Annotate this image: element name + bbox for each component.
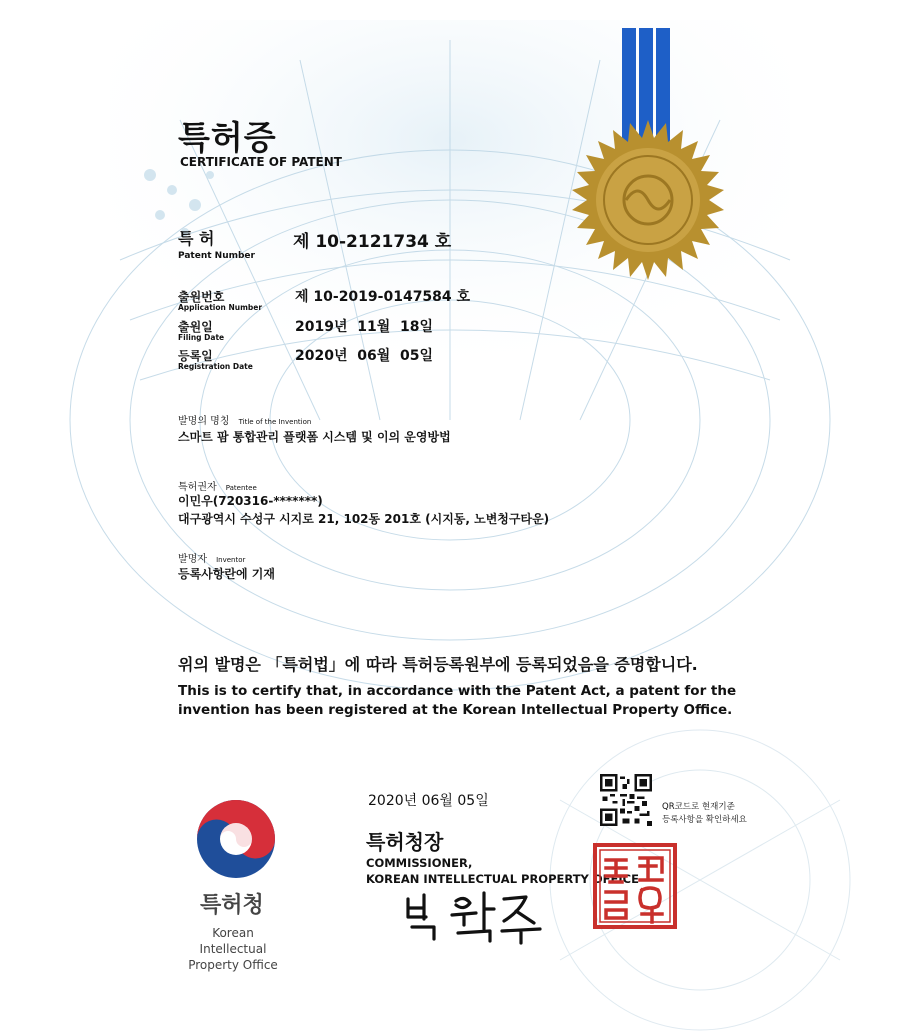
application-number-label-en: Application Number	[178, 303, 263, 312]
patentee-address: 대구광역시 수성구 시지로 21, 102동 201호 (시지동, 노변청구타운)	[178, 512, 550, 526]
registration-date-label-ko: 등록일	[178, 349, 213, 363]
commissioner-signature	[400, 885, 550, 945]
official-stamp	[592, 842, 678, 930]
commissioner-title-en-1: COMMISSIONER,	[366, 856, 473, 870]
inventor-label-en: Inventor	[216, 556, 246, 564]
registration-date-label-en: Registration Date	[178, 362, 253, 371]
issue-date: 2020년 06월 05일	[368, 793, 489, 809]
office-name-en: Korean Intellectual Property Office	[188, 926, 278, 972]
certificate-title-en: CERTIFICATE OF PATENT	[180, 155, 342, 169]
office-name-ko: 특허청	[200, 893, 264, 918]
patent-number-label-ko: 특 허	[178, 229, 215, 248]
certificate-title-ko: 특허증	[178, 118, 277, 157]
patentee-label-ko: 특허권자	[178, 482, 217, 493]
patentee-name: 이민우(720316-*******)	[178, 494, 323, 508]
patentee-label-en: Patentee	[225, 484, 257, 492]
inventor-value: 등록사항란에 기재	[178, 567, 275, 581]
inventor-label-ko: 발명자	[178, 554, 207, 565]
application-number-value: 제 10-2019-0147584 호	[295, 289, 471, 305]
filing-date-label-en: Filing Date	[178, 333, 225, 342]
qr-caption-2: 등록사항을 확인하세요	[662, 815, 747, 825]
commissioner-title-ko: 특허청장	[366, 830, 444, 854]
invention-title-label-ko: 발명의 명칭	[178, 416, 230, 427]
invention-title-label	[178, 409, 311, 428]
filing-date-label-ko: 출원일	[178, 320, 213, 334]
gold-seal-icon	[568, 120, 728, 280]
certification-text-en: This is to certify that, in accordance with the Patent Act, a patent for the invention has been registered at the Korean Intellectual Property Office.	[178, 683, 737, 718]
filing-date-value: 2019년 11월 18일	[295, 319, 433, 335]
kipo-taegeuk-logo-icon	[195, 798, 277, 880]
inventor-label	[178, 547, 245, 566]
application-number-label-ko: 출원번호	[178, 290, 225, 304]
certification-text-ko: 위의 발명은 「특허법」에 따라 특허등록원부에 등록되었음을 증명합니다.	[178, 655, 698, 674]
patent-number-value: 제 10-2121734 호	[293, 232, 452, 252]
qr-caption-1: QR코드로 현재기준	[662, 802, 735, 812]
registration-date-value: 2020년 06월 05일	[295, 348, 433, 364]
qr-code-icon[interactable]	[600, 774, 652, 826]
invention-title-value: 스마트 팜 통합관리 플랫폼 시스템 및 이의 운영방법	[178, 430, 451, 444]
invention-title-label-en: Title of the Invention	[238, 418, 312, 426]
commissioner-title-en-2: KOREAN INTELLECTUAL PROPERTY OFFICE	[366, 872, 639, 886]
patent-number-label-en: Patent Number	[178, 251, 255, 261]
